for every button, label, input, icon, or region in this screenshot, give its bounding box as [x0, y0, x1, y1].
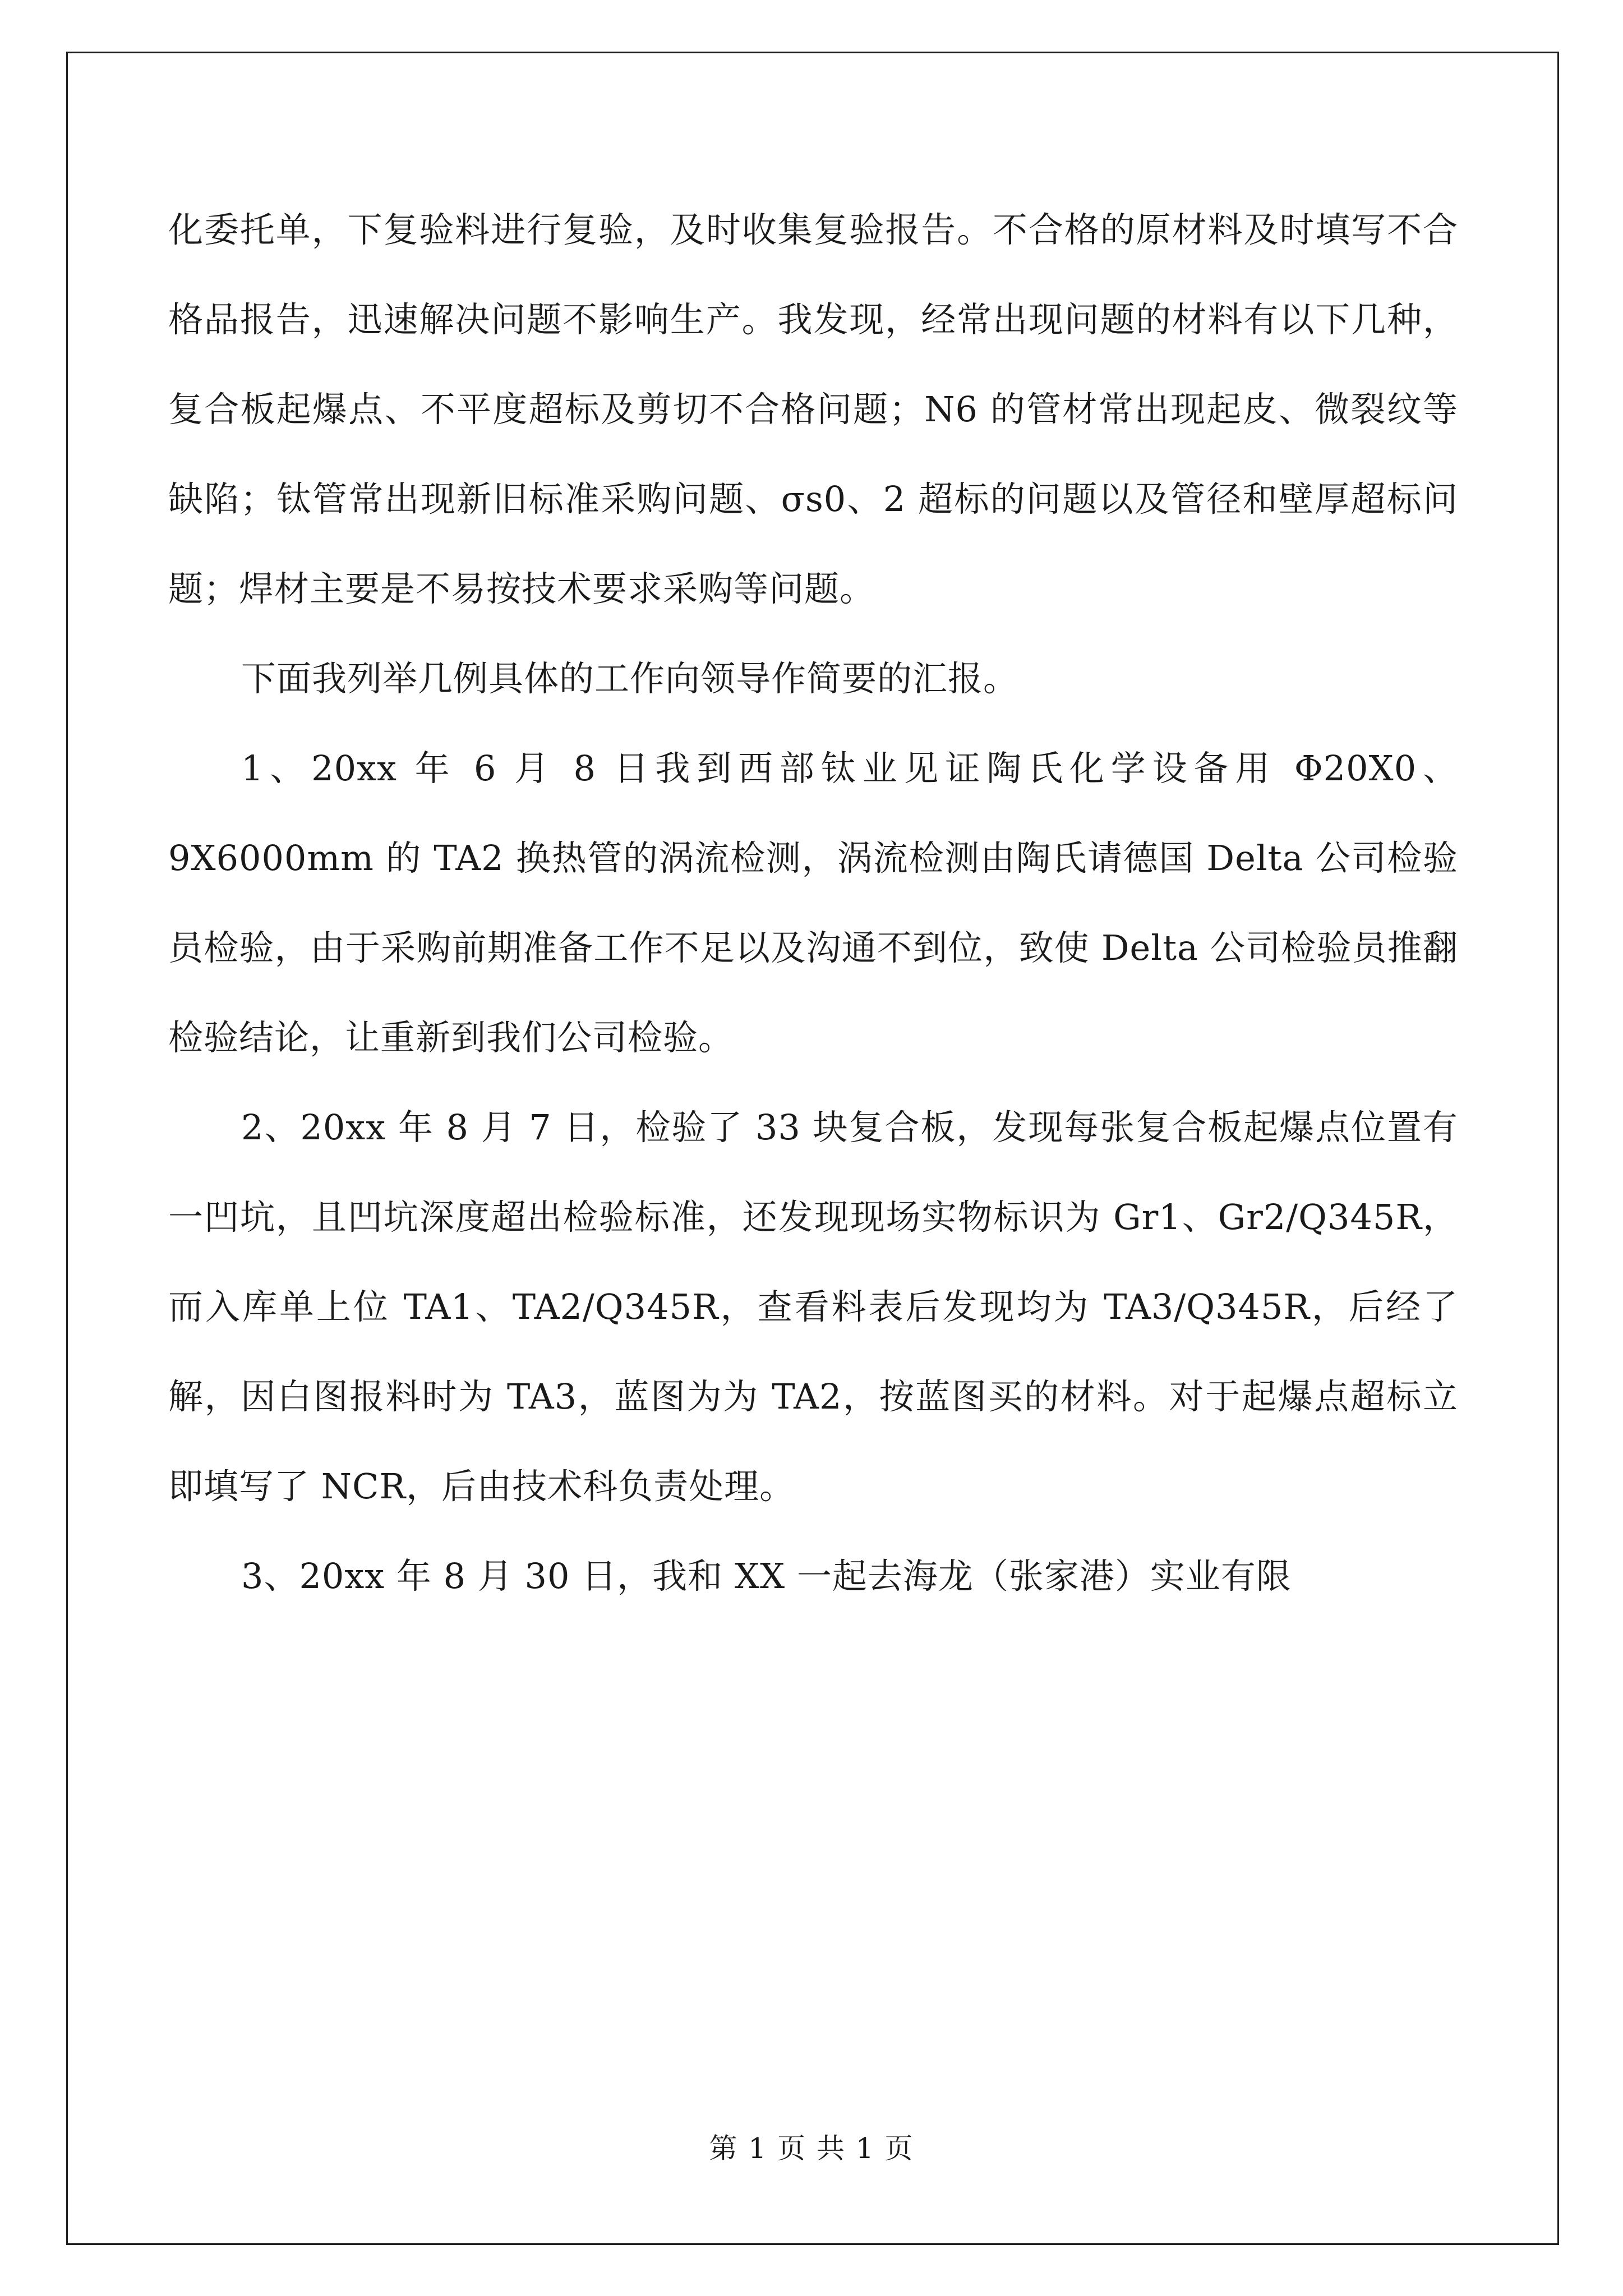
paragraph-2: 下面我列举几例具体的工作向领导作简要的汇报。 [241, 658, 1019, 699]
page-footer: 第 1 页 共 1 页 [709, 2132, 914, 2165]
paragraph-4: 2、20xx 年 8 月 7 日，检验了 33 块复合板，发现每张复合板起爆点位置有一凹坑，且凹坑深度超出检验标准，还发现现场实物标识为 Gr1、Gr2/Q345R，而入库单上位 TA1、TA2/Q345R，查看料表后发现均为 TA3/Q345R，后经了解，因白图报料时为 TA3，蓝图为为 TA2，按蓝图买的材料。对于起爆点超标立即填写了 NCR，后由技术科负责处理。 [168, 1107, 1458, 1507]
document-body [168, 185, 1458, 1621]
paragraph-1: 化委托单，下复验料进行复验，及时收集复验报告。不合格的原材料及时填写不合格品报告，迅速解决问题不影响生产。我发现，经常出现问题的材料有以下几种，复合板起爆点、不平度超标及剪切不合格问题；N6 的管材常出现起皮、微裂纹等缺陷；钛管常出现新旧标准采购问题、σs0、2 超标的问题以及管径和壁厚超标问题；焊材主要是不易按技术要求采购等问题。 [168, 209, 1458, 609]
paragraph-3: 1、20xx 年 6 月 8 日我到西部钛业见证陶氏化学设备用 Φ20X0、9X6000mm 的 TA2 换热管的涡流检测，涡流检测由陶氏请德国 Delta 公司检验员检验，由于采购前期准备工作不足以及沟通不到位，致使 Delta 公司检验员推翻检验结论，让重新到我们公司检验。 [168, 748, 1458, 1058]
paragraph-5: 3、20xx 年 8 月 30 日，我和 XX 一起去海龙（张家港）实业有限 [241, 1556, 1292, 1596]
